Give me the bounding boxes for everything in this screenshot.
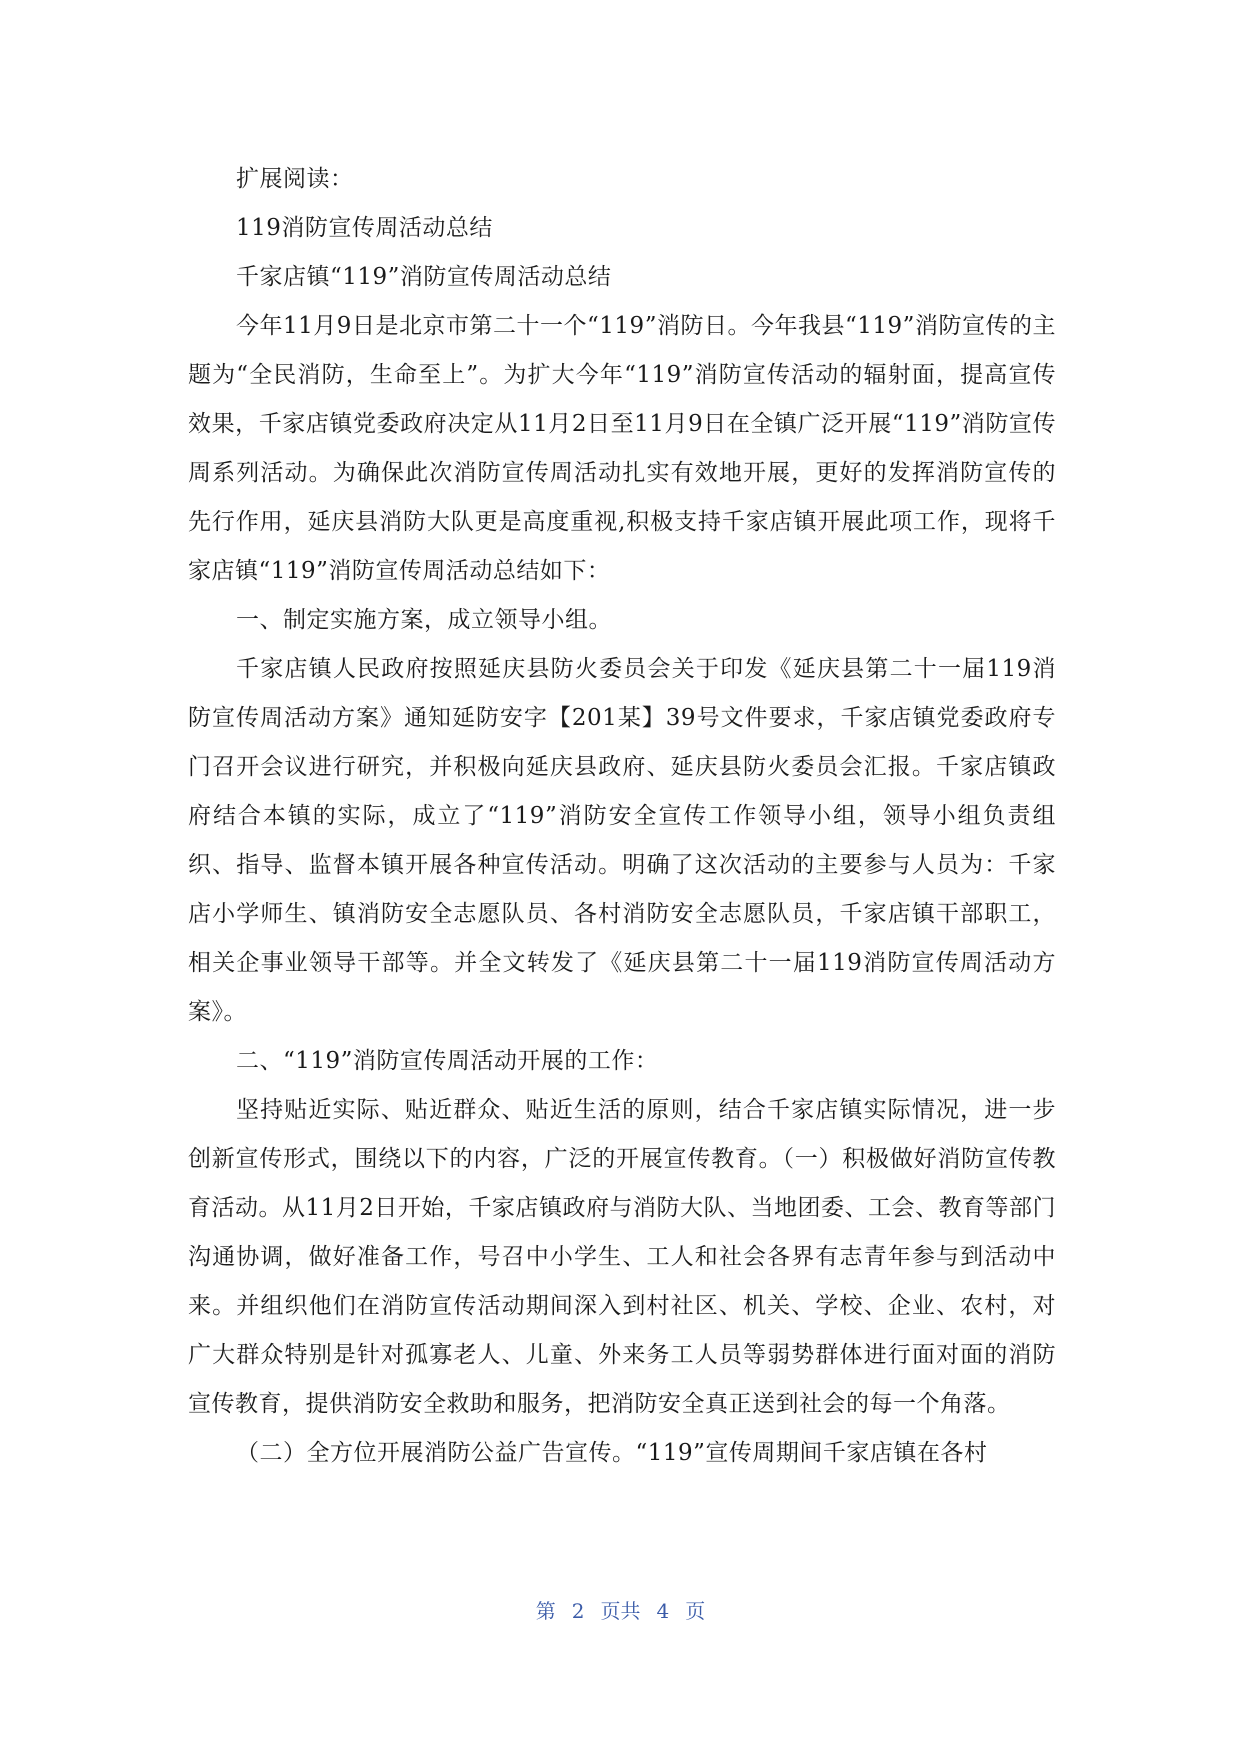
- article-title: 千家店镇“119”消防宣传周活动总结: [236, 264, 612, 290]
- footer-ye-gong: 页共: [600, 1599, 641, 1623]
- footer-ye: 页: [685, 1599, 706, 1623]
- page-number-footer: [0, 1595, 1241, 1624]
- body-paragraph: 今年11月9日是北京市第二十一个“119”消防日。今年我县“119”消防宣传的主题为“全民消防，生命至上”。为扩大今年“119”消防宣传活动的辐射面，提高宣传效果，千家店镇党委政府决定从11月2日至11月9日在全镇广泛开展“119”消防宣传周系列活动。为确保此次消防宣传周活动扎实有效地开展，更好的发挥消防宣传的先行作用，延庆县消防大队更是高度重视,积极支持千家店镇开展此项工作，现将千家店镇“119”消防宣传周活动总结如下：: [188, 313, 1056, 584]
- section-heading-1: 一、制定实施方案，成立领导小组。: [236, 607, 612, 633]
- current-page-number: 2: [571, 1599, 585, 1623]
- document-body: [188, 155, 1056, 1478]
- footer-di: 第: [535, 1599, 556, 1623]
- body-paragraph: 坚持贴近实际、贴近群众、贴近生活的原则，结合千家店镇实际情况，进一步创新宣传形式，围绕以下的内容，广泛的开展宣传教育。（一）积极做好消防宣传教育活动。从11月2日开始，千家店镇政府与消防大队、当地团委、工会、教育等部门沟通协调，做好准备工作，号召中小学生、工人和社会各界有志青年参与到活动中来。并组织他们在消防宣传活动期间深入到村社区、机关、学校、企业、农村，对广大群众特别是针对孤寡老人、儿童、外来务工人员等弱势群体进行面对面的消防宣传教育，提供消防安全救助和服务，把消防安全真正送到社会的每一个角落。: [188, 1097, 1056, 1417]
- body-paragraph: （二）全方位开展消防公益广告宣传。“119”宣传周期间千家店镇在各村: [236, 1440, 988, 1466]
- total-pages-number: 4: [656, 1599, 670, 1623]
- section-title: 119消防宣传周活动总结: [236, 215, 493, 241]
- body-paragraph: 千家店镇人民政府按照延庆县防火委员会关于印发《延庆县第二十一届119消防宣传周活动方案》通知延防安字【201某】39号文件要求，千家店镇党委政府专门召开会议进行研究，并积极向延庆县政府、延庆县防火委员会汇报。千家店镇政府结合本镇的实际，成立了“119”消防安全宣传工作领导小组，领导小组负责组织、指导、监督本镇开展各种宣传活动。明确了这次活动的主要参与人员为：千家店小学师生、镇消防安全志愿队员、各村消防安全志愿队员，千家店镇干部职工，相关企事业领导干部等。并全文转发了《延庆县第二十一届119消防宣传周活动方案》。: [188, 656, 1056, 1025]
- extended-reading-label: 扩展阅读：: [236, 166, 354, 192]
- section-heading-2: 二、“119”消防宣传周活动开展的工作：: [236, 1048, 659, 1074]
